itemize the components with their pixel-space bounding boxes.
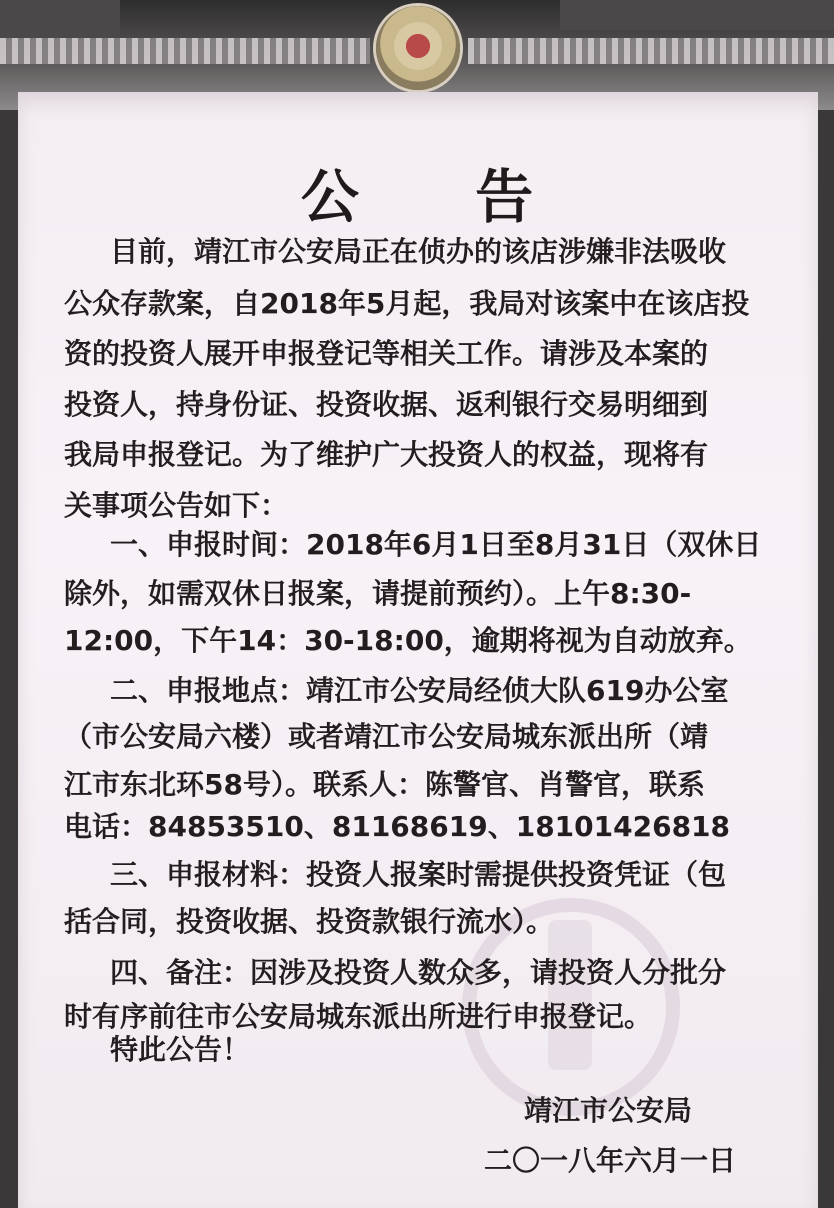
notice-line: 除外，如需双休日报案，请提前预约）。上午8:30- bbox=[64, 577, 692, 610]
notice-line: 我局申报登记。为了维护广大投资人的权益，现将有 bbox=[64, 438, 709, 471]
notice-title: 公 告 bbox=[300, 163, 582, 231]
background-railing bbox=[0, 38, 370, 64]
notice-line: 电话：84853510、81168619、18101426818 bbox=[64, 810, 731, 843]
background-building bbox=[560, 0, 834, 30]
background-railing bbox=[468, 38, 834, 64]
notice-line: 12:00，下午14：30-18:00，逾期将视为自动放弃。 bbox=[64, 624, 752, 657]
police-emblem-icon bbox=[376, 6, 460, 90]
notice-line: 资的投资人展开申报登记等相关工作。请涉及本案的 bbox=[64, 337, 709, 370]
notice-line: 投资人，持身份证、投资收据、返利银行交易明细到 bbox=[64, 388, 709, 421]
notice-line: 关事项公告如下： bbox=[64, 489, 289, 522]
notice-line: （市公安局六楼）或者靖江市公安局城东派出所（靖 bbox=[64, 720, 709, 753]
notice-line: 时有序前往市公安局城东派出所进行申报登记。 bbox=[64, 1000, 653, 1033]
notice-line: 二、申报地点：靖江市公安局经侦大队619办公室 bbox=[110, 674, 729, 707]
notice-line: 三、申报材料：投资人报案时需提供投资凭证（包 bbox=[110, 858, 727, 891]
notice-line: 目前，靖江市公安局正在侦办的该店涉嫌非法吸收 bbox=[110, 235, 727, 268]
issue-date: 二〇一八年六月一日 bbox=[484, 1144, 737, 1177]
issuer-name: 靖江市公安局 bbox=[524, 1094, 693, 1127]
notice-line: 特此公告！ bbox=[110, 1033, 251, 1066]
notice-line: 公众存款案，自2018年5月起，我局对该案中在该店投 bbox=[64, 287, 750, 320]
emblem-center bbox=[394, 22, 442, 70]
notice-line: 括合同，投资收据、投资款银行流水）。 bbox=[64, 905, 555, 938]
notice-line: 江市东北环58号）。联系人：陈警官、肖警官，联系 bbox=[64, 768, 705, 801]
watermark-mark bbox=[548, 920, 592, 1070]
notice-line: 一、申报时间：2018年6月1日至8月31日（双休日 bbox=[110, 528, 762, 561]
notice-line: 四、备注：因涉及投资人数众多，请投资人分批分 bbox=[110, 956, 727, 989]
